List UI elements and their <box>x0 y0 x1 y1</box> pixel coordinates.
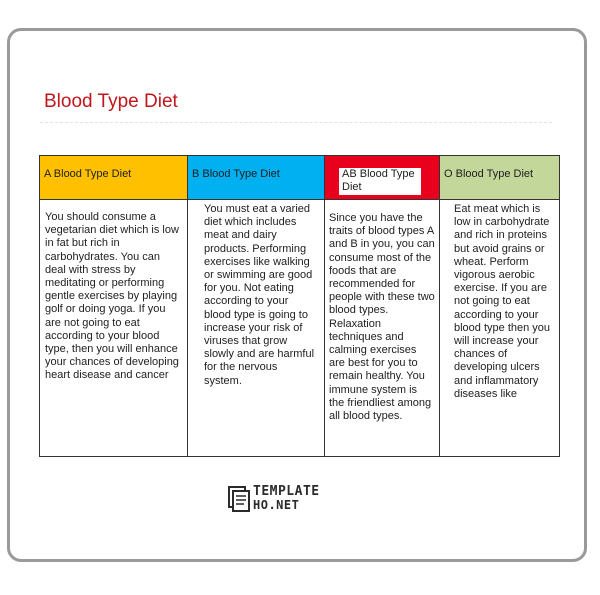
title-divider <box>40 122 552 123</box>
column-o <box>439 156 559 456</box>
cell-o-description: Eat meat which is low in carbohydrate and rich in proteins but avoid grains or wheat. Perform vigorous aerobic exercise. If you are not going to eat according to your blood type then you will increase your chances of developing ulcers and inflammatory diseases like <box>454 203 551 400</box>
watermark-line1: TEMPLATE <box>253 484 320 499</box>
watermark-logo <box>228 484 368 514</box>
column-ab <box>324 156 439 456</box>
page-title: Blood Type Diet <box>44 91 178 112</box>
header-ab-blood-type: AB Blood Type Diet <box>339 168 421 195</box>
blood-type-table <box>39 155 560 457</box>
document-icon <box>228 486 250 512</box>
column-a <box>40 156 187 456</box>
cell-a-description: You should consume a vegetarian diet which is low in fat but rich in carbohydrates. You can deal with stress by meditating or performing gentle exercises by playing golf or doing yoga. If you are not going to eat according to your blood type, then you will enhance your chances of developing heart disease and cancer <box>45 211 179 382</box>
cell-ab-description: Since you have the traits of blood types A and B in you, you can consume most of the foods that are recommended for people with these two blood types. Relaxation techniques and calming exercises are best for you to remain healthy. You immune system is the friendliest among all blood types. <box>329 212 435 423</box>
watermark-line2: HO.NET <box>253 498 300 512</box>
header-o-blood-type: O Blood Type Diet <box>440 156 559 200</box>
header-ab-background <box>325 156 439 200</box>
header-a-blood-type: A Blood Type Diet <box>40 156 187 200</box>
column-b <box>187 156 324 456</box>
cell-b-description: You must eat a varied diet which includes meat and dairy products. Performing exercises like walking or swimming are good for you. Not eating according to your blood type is going to increase your risk of viruses that grow slowly and are harmful for the nervous system. <box>204 203 315 387</box>
header-b-blood-type: B Blood Type Diet <box>188 156 324 200</box>
